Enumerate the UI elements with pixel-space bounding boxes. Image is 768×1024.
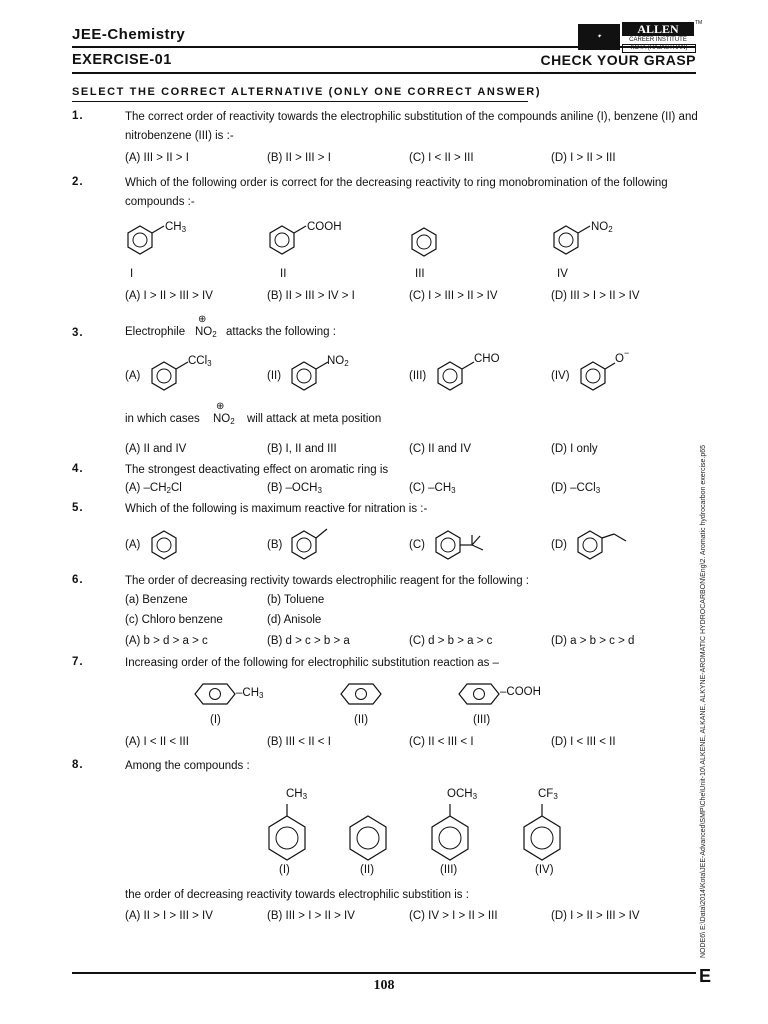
q3-electrophile: $NO_2$ xyxy=(195,326,217,339)
q6-option-a: (A) b > d > a > c xyxy=(125,635,208,647)
q1-option-c: (C) I < II > III xyxy=(409,152,474,164)
q4-option-a: (A) $-CH_2Cl$ xyxy=(125,482,182,495)
q2-label-3: III xyxy=(415,268,425,280)
q6-option-d: (D) a > b > c > d xyxy=(551,635,635,647)
q6-item-b: (b) Toluene xyxy=(267,594,325,606)
q1-option-a: (A) III > II > I xyxy=(125,152,189,164)
q5-mol-label-d: (D) xyxy=(551,539,567,551)
q7-molecule-2 xyxy=(339,680,389,708)
q1-option-d: (D) I > II > III xyxy=(551,152,616,164)
q3-molecule-phenoxide xyxy=(573,356,653,396)
q8-label-2: (II) xyxy=(360,864,375,876)
check-your-grasp: CHECK YOUR GRASP xyxy=(540,52,696,68)
exercise-title: EXERCISE-01 xyxy=(72,52,172,68)
logo-emblem: ✦ xyxy=(578,24,620,50)
q5-number: 5. xyxy=(72,502,84,514)
q3-mol-label-3: (III) xyxy=(409,370,427,382)
q3-option-a: (A) II and IV xyxy=(125,443,187,455)
allen-logo xyxy=(578,20,703,54)
q8-option-d: (D) I > II > III > IV xyxy=(551,910,640,922)
q3-molecule-ccl3 xyxy=(144,356,224,396)
q7-text: Increasing order of the following for electrophilic substitution reaction as – xyxy=(125,657,499,669)
logo-sub1: CAREER INSTITUTE xyxy=(629,37,687,43)
q8-molecule-1 xyxy=(262,800,312,866)
q3-meta-electrophile: $NO_2$ xyxy=(213,413,235,426)
q7-option-c: (C) II < III < I xyxy=(409,736,474,748)
q7-sub-ch3: $-CH_3$ xyxy=(236,687,264,700)
q2-number: 2. xyxy=(72,176,84,188)
q7-option-b: (B) III < II < I xyxy=(267,736,331,748)
q2-sub-no2: $NO_2$ xyxy=(591,221,613,234)
q2-label-1: I xyxy=(130,268,134,280)
q8-label-4: (IV) xyxy=(535,864,554,876)
q5-molecule-tertbutylbenzene xyxy=(428,525,498,565)
q4-number: 4. xyxy=(72,463,84,475)
q2-option-b: (B) II > III > IV > I xyxy=(267,290,355,302)
q8-sub-ch3: $CH_3$ xyxy=(286,788,308,801)
corner-letter: E xyxy=(699,966,712,986)
q3-mol-label-a: (A) xyxy=(125,370,141,382)
q8-option-a: (A) II > I > III > IV xyxy=(125,910,213,922)
q1-text: The correct order of reactivity towards the electrophilic substitution of the compounds aniline (I), benzene (II) and nitrobenzene (III) is :- xyxy=(125,111,698,142)
q7-label-2: (II) xyxy=(354,714,369,726)
q3-sub-cho: CHO xyxy=(474,353,500,365)
q3-number: 3. xyxy=(72,327,84,339)
q2-option-a: (A) I > II > III > IV xyxy=(125,290,213,302)
q2-molecule-4 xyxy=(546,220,626,260)
q7-label-1: (I) xyxy=(210,714,221,726)
q8-molecule-3 xyxy=(425,800,475,866)
logo-brand: ALLEN xyxy=(622,22,694,36)
q5-text: Which of the following is maximum reactive for nitration is :- xyxy=(125,503,428,515)
logo-tm: TM xyxy=(695,20,703,26)
q3-mol-label-4: (IV) xyxy=(551,370,570,382)
q5-molecule-ethylbenzene xyxy=(570,525,640,565)
q4-text: The strongest deactivating effect on aromatic ring is xyxy=(125,464,389,476)
q3-sub-o: O xyxy=(615,353,624,365)
q2-option-d: (D) III > I > II > IV xyxy=(551,290,640,302)
logo-sub2: KOTA (RAJASTHAN) xyxy=(622,44,696,53)
section-title: SELECT THE CORRECT ALTERNATIVE (ONLY ONE CORRECT ANSWER) xyxy=(72,86,542,98)
q3-plus-sign: ⊕ xyxy=(198,314,207,325)
q7-label-3: (III) xyxy=(473,714,491,726)
q2-sub-ch3: $CH_3$ xyxy=(165,221,187,234)
header-rule-bottom xyxy=(72,72,696,74)
q6-number: 6. xyxy=(72,574,84,586)
q4-option-c: (C) $-CH_3$ xyxy=(409,482,456,495)
q8-option-b: (B) III > I > II > IV xyxy=(267,910,355,922)
q6-option-b: (B) d > c > b > a xyxy=(267,635,350,647)
subject-title: JEE-Chemistry xyxy=(72,26,186,43)
q7-sub-cooh: –COOH xyxy=(500,686,541,698)
q5-mol-label-a: (A) xyxy=(125,539,141,551)
q2-option-c: (C) I > III > II > IV xyxy=(409,290,498,302)
q3-sub-ccl3: CCl$_3$ xyxy=(188,355,212,368)
q2-label-2: II xyxy=(280,268,287,280)
q5-molecule-toluene xyxy=(284,525,344,565)
q6-option-c: (C) d > b > a > c xyxy=(409,635,493,647)
footer-rule xyxy=(72,972,696,974)
q8-number: 8. xyxy=(72,759,84,771)
q8-label-3: (III) xyxy=(440,864,458,876)
q2-molecule-1 xyxy=(120,220,200,260)
q3-sub-no2: $NO_2$ xyxy=(327,355,349,368)
q3-meta-suffix: will attack at meta position xyxy=(247,413,382,425)
q3-text-suffix: attacks the following : xyxy=(226,326,336,338)
q3-negative-charge-icon: − xyxy=(624,348,630,358)
q5-mol-label-c: (C) xyxy=(409,539,425,551)
q7-option-a: (A) I < II < III xyxy=(125,736,189,748)
q8-option-c: (C) IV > I > II > III xyxy=(409,910,498,922)
q3-meta-prefix: in which cases xyxy=(125,413,200,425)
q3-molecule-no2 xyxy=(284,356,364,396)
q7-number: 7. xyxy=(72,656,84,668)
q4-option-b: (B) $-OCH_3$ xyxy=(267,482,322,495)
q8-molecule-2 xyxy=(343,800,393,866)
q2-label-4: IV xyxy=(557,268,568,280)
q8-sub-och3: $OCH_3$ xyxy=(447,788,478,801)
q2-sub-cooh: COOH xyxy=(307,221,342,233)
q7-option-d: (D) I < III < II xyxy=(551,736,616,748)
q4-option-d: (D) –CCl$_3$ xyxy=(551,482,601,495)
q5-mol-label-b: (B) xyxy=(267,539,283,551)
q6-text: The order of decreasing rectivity towards electrophilic reagent for the following : xyxy=(125,575,529,587)
q3-meta-plus-sign: ⊕ xyxy=(216,401,225,412)
q3-option-b: (B) I, II and III xyxy=(267,443,337,455)
page-number: 108 xyxy=(373,978,395,993)
section-underline xyxy=(72,101,528,102)
q8-text2: the order of decreasing reactivity towards electrophilic substition is : xyxy=(125,889,469,901)
q8-molecule-4 xyxy=(517,800,567,866)
q5-molecule-benzene xyxy=(144,525,184,565)
q3-mol-label-2: (II) xyxy=(267,370,282,382)
q1-option-b: (B) II > III > I xyxy=(267,152,331,164)
q2-text: Which of the following order is correct for the decreasing reactivity to ring monobromination of the following compounds :- xyxy=(125,177,668,208)
q3-option-c: (C) II and IV xyxy=(409,443,471,455)
q6-item-a: (a) Benzene xyxy=(125,594,188,606)
q6-item-c: (c) Chloro benzene xyxy=(125,614,223,626)
q8-sub-cf3: $CF_3$ xyxy=(538,788,558,801)
q8-text: Among the compounds : xyxy=(125,760,250,772)
q8-label-1: (I) xyxy=(279,864,290,876)
q6-item-d: (d) Anisole xyxy=(267,614,322,626)
file-path-sidebar: NODE6\ E:\Data\2014\Kota\JEE-Advanced\SMP\Che\Unit-10\ ALKENE, ALKANE, ALKYNE-AROMATIC HYDROCARBON\Eng\2. Aromatic hydrocarbon exercise.p65 xyxy=(700,444,707,958)
q3-option-d: (D) I only xyxy=(551,443,598,455)
q3-text-prefix: Electrophile xyxy=(125,326,186,338)
q1-number: 1. xyxy=(72,110,84,122)
q2-molecule-3 xyxy=(404,222,444,262)
